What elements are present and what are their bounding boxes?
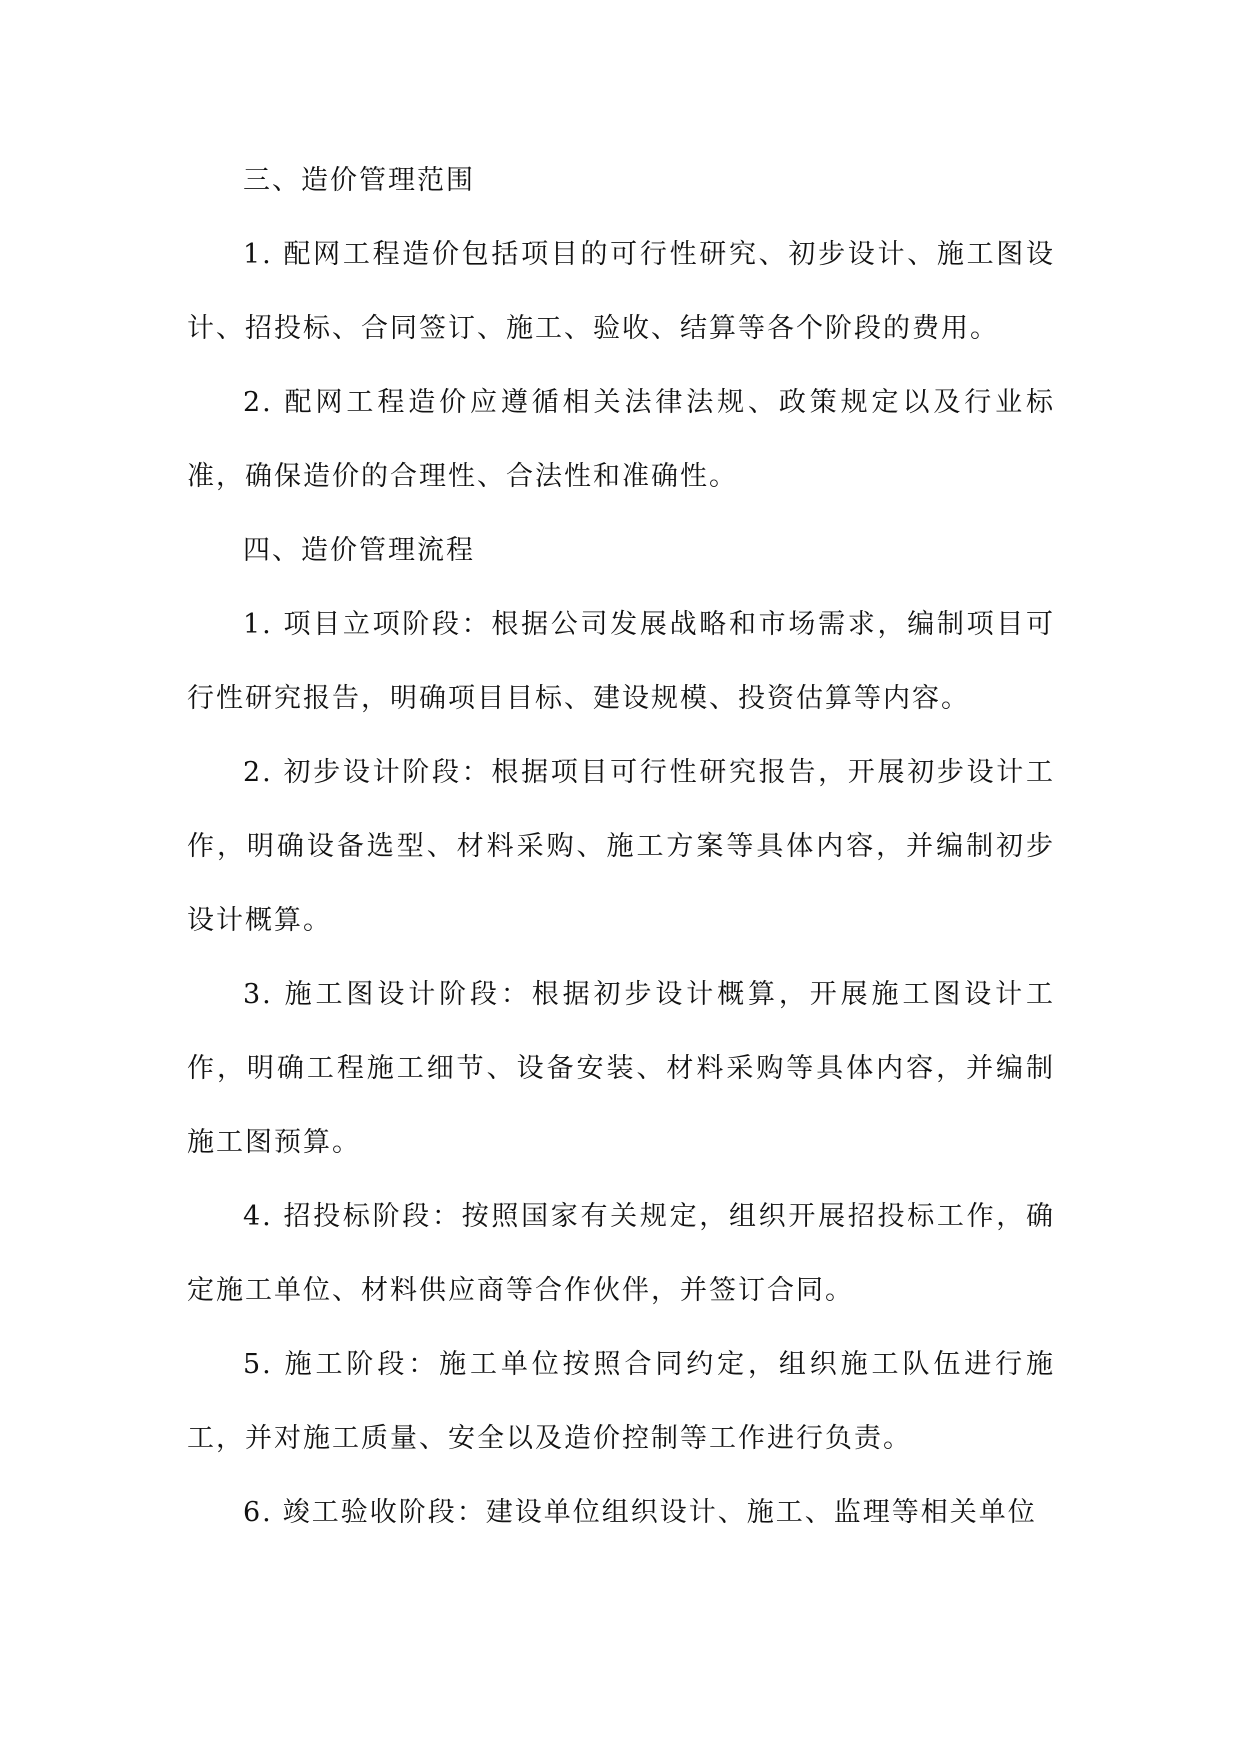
- section-heading: 四、造价管理流程: [243, 535, 475, 566]
- item-text: 施工图设计阶段：根据初步设计概算，开展施工图设计工作，明确工程施工细节、设备安装、材料采购等具体内容，并编制施工图预算。: [187, 979, 1055, 1158]
- item-number: 6.: [243, 1497, 273, 1528]
- item-number: 4.: [243, 1201, 273, 1232]
- section-heading: 三、造价管理范围: [243, 165, 475, 196]
- list-item: [187, 1180, 1055, 1328]
- item-text: 配网工程造价包括项目的可行性研究、初步设计、施工图设计、招投标、合同签订、施工、验收、结算等各个阶段的费用。: [187, 239, 1055, 344]
- item-text: 竣工验收阶段：建设单位组织设计、施工、监理等相关单位: [282, 1497, 1037, 1528]
- item-number: 3.: [243, 979, 273, 1010]
- list-item: [187, 1328, 1055, 1476]
- list-item: [187, 1476, 1055, 1550]
- list-item: [187, 366, 1055, 514]
- item-number: 1.: [243, 609, 273, 640]
- list-item: [187, 958, 1055, 1180]
- item-number: 2.: [243, 387, 273, 418]
- item-text: 初步设计阶段：根据项目可行性研究报告，开展初步设计工作，明确设备选型、材料采购、施工方案等具体内容，并编制初步设计概算。: [187, 757, 1055, 936]
- item-text: 施工阶段：施工单位按照合同约定，组织施工队伍进行施工，并对施工质量、安全以及造价控制等工作进行负责。: [187, 1349, 1055, 1454]
- item-number: 2.: [243, 757, 273, 788]
- list-item: [187, 218, 1055, 366]
- item-text: 配网工程造价应遵循相关法律法规、政策规定以及行业标准，确保造价的合理性、合法性和准确性。: [187, 387, 1055, 492]
- item-text: 招投标阶段：按照国家有关规定，组织开展招投标工作，确定施工单位、材料供应商等合作伙伴，并签订合同。: [187, 1201, 1055, 1306]
- list-item: [187, 588, 1055, 736]
- item-text: 项目立项阶段：根据公司发展战略和市场需求，编制项目可行性研究报告，明确项目目标、建设规模、投资估算等内容。: [187, 609, 1055, 714]
- list-item: [187, 736, 1055, 958]
- item-number: 5.: [243, 1349, 273, 1380]
- item-number: 1.: [243, 239, 273, 270]
- document-body: [187, 144, 1055, 1550]
